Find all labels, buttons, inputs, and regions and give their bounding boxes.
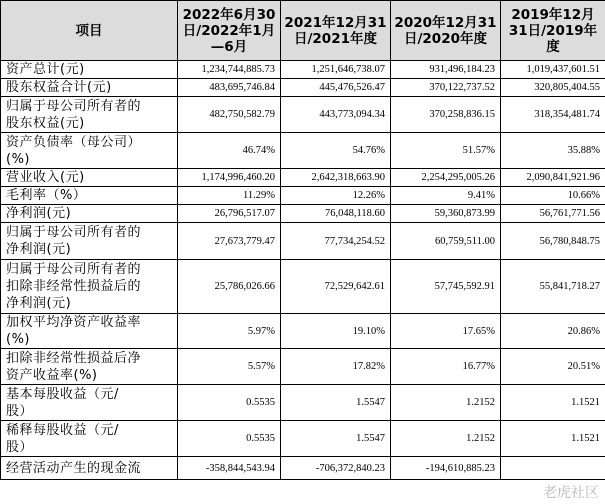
cell-value: 16.77% xyxy=(391,349,501,385)
cell-value: 483,695,746.84 xyxy=(178,79,281,97)
cell-value: 1,174,996,460.20 xyxy=(178,169,281,187)
header-period-1: 2022年6月30日/2022年1月—6月 xyxy=(178,1,281,61)
table-row xyxy=(1,421,605,457)
row-label-line: 净利润(元) xyxy=(6,242,72,257)
row-label xyxy=(1,79,178,97)
row-label xyxy=(1,260,178,314)
row-label xyxy=(1,385,178,421)
cell-value: 1,019,437,601.51 xyxy=(501,61,605,79)
table-row xyxy=(1,205,605,223)
cell-value: 443,773,094.34 xyxy=(281,97,391,133)
row-label-line: 净利润(元) xyxy=(6,296,72,311)
row-label-line: 经营活动产生的现金流 xyxy=(6,460,142,476)
row-label xyxy=(1,205,178,223)
table-row xyxy=(1,223,605,260)
header-item: 项目 xyxy=(1,1,178,61)
cell-value: 0.5535 xyxy=(178,385,281,421)
row-label xyxy=(1,169,178,187)
header-period-3: 2020年12月31日/2020年度 xyxy=(391,1,501,61)
table-row xyxy=(1,79,605,97)
cell-value: 370,258,836.15 xyxy=(391,97,501,133)
row-label-line: 资产总计(元) xyxy=(6,62,85,77)
cell-value: 1.5547 xyxy=(281,421,391,457)
cell-value: 19.10% xyxy=(281,314,391,349)
cell-value: -194,610,885.23 xyxy=(391,457,501,480)
cell-value: 56,761,771.56 xyxy=(501,205,605,223)
row-label-line: (%) xyxy=(6,332,30,347)
table-row xyxy=(1,349,605,385)
cell-value: 60,759,511.00 xyxy=(391,223,501,260)
row-label xyxy=(1,349,178,385)
cell-value: 35.88% xyxy=(501,133,605,169)
row-label xyxy=(1,97,178,133)
cell-value: 445,476,526.47 xyxy=(281,79,391,97)
cell-value: 27,673,779.47 xyxy=(178,223,281,260)
row-label-line: 扣除非经常性损益后净 xyxy=(6,350,142,366)
row-label-line: 股东权益合计(元) xyxy=(6,80,112,95)
table-row xyxy=(1,314,605,349)
cell-value: 76,048,118.60 xyxy=(281,205,391,223)
cell-value: 46.74% xyxy=(178,133,281,169)
cell-value: 482,750,582.79 xyxy=(178,97,281,133)
cell-value: 55,841,718.27 xyxy=(501,260,605,314)
cell-value: 17.82% xyxy=(281,349,391,385)
cell-value: 1.2152 xyxy=(391,421,501,457)
cell-value: 320,805,404.55 xyxy=(501,79,605,97)
row-label xyxy=(1,61,178,79)
table-row xyxy=(1,457,605,480)
row-label xyxy=(1,421,178,457)
cell-value: 20.51% xyxy=(501,349,605,385)
header-period-2: 2021年12月31日/2021年度 xyxy=(281,1,391,61)
cell-value: 1.1521 xyxy=(501,385,605,421)
table-header xyxy=(1,1,605,61)
cell-value: 77,734,254.52 xyxy=(281,223,391,260)
row-label-line: (%) xyxy=(6,151,30,167)
cell-value: 1,251,646,738.07 xyxy=(281,61,391,79)
row-label-line: 扣除非经常性损益后的 xyxy=(6,279,142,294)
cell-value: -358,844,543.94 xyxy=(178,457,281,480)
cell-value: 1.5547 xyxy=(281,385,391,421)
header-row xyxy=(1,1,605,61)
row-label-line: 归属于母公司所有者的 xyxy=(6,262,142,277)
cell-value: 5.57% xyxy=(178,349,281,385)
cell-value: 56,780,848.75 xyxy=(501,223,605,260)
row-label-line: 净利润(元) xyxy=(6,206,72,221)
row-label-line: 基本每股收益（元/ xyxy=(6,386,119,402)
row-label-line: 营业收入(元) xyxy=(6,170,85,185)
row-label-line: 归属于母公司所有者的 xyxy=(6,98,142,114)
row-label-line: 毛利率（%） xyxy=(6,188,87,203)
cell-value: 2,254,295,005.26 xyxy=(391,169,501,187)
row-label xyxy=(1,133,178,169)
cell-value: 1.1521 xyxy=(501,421,605,457)
cell-value: 2,090,841,921.96 xyxy=(501,169,605,187)
cell-value: 1,234,744,885.73 xyxy=(178,61,281,79)
table-body xyxy=(1,61,605,480)
cell-value: 10.66% xyxy=(501,187,605,205)
row-label-line: 归属于母公司所有者的 xyxy=(6,225,142,240)
cell-value: -706,372,840.23 xyxy=(281,457,391,480)
cell-value: 54.76% xyxy=(281,133,391,169)
cell-value: 26,796,517.07 xyxy=(178,205,281,223)
table-row xyxy=(1,133,605,169)
row-label-line: 资产负债率（母公司） xyxy=(6,134,142,150)
cell-value: 12.26% xyxy=(281,187,391,205)
cell-value xyxy=(501,457,605,480)
cell-value: 931,496,184.23 xyxy=(391,61,501,79)
cell-value: 318,354,481.74 xyxy=(501,97,605,133)
row-label-line: 资产收益率(%) xyxy=(6,367,98,383)
cell-value: 51.57% xyxy=(391,133,501,169)
cell-value: 9.41% xyxy=(391,187,501,205)
row-label-line: 加权平均净资产收益率 xyxy=(6,315,142,330)
table-row xyxy=(1,61,605,79)
cell-value: 2,642,318,663.90 xyxy=(281,169,391,187)
table-row xyxy=(1,385,605,421)
row-label-line: 股东权益(元) xyxy=(6,115,85,131)
table-row xyxy=(1,169,605,187)
cell-value: 5.97% xyxy=(178,314,281,349)
cell-value: 57,745,592.91 xyxy=(391,260,501,314)
watermark: 老虎社区 xyxy=(543,485,599,501)
cell-value: 59,360,873.99 xyxy=(391,205,501,223)
cell-value: 11.29% xyxy=(178,187,281,205)
row-label xyxy=(1,223,178,260)
cell-value: 25,786,026.66 xyxy=(178,260,281,314)
table-row xyxy=(1,97,605,133)
cell-value: 20.86% xyxy=(501,314,605,349)
header-period-4: 2019年12月31日/2019年度 xyxy=(501,1,605,61)
cell-value: 0.5535 xyxy=(178,421,281,457)
row-label-line: 股） xyxy=(6,403,34,419)
cell-value: 17.65% xyxy=(391,314,501,349)
row-label xyxy=(1,187,178,205)
row-label xyxy=(1,457,178,480)
row-label-line: 稀释每股收益（元/ xyxy=(6,422,119,438)
cell-value: 370,122,737.52 xyxy=(391,79,501,97)
cell-value: 72,529,642.61 xyxy=(281,260,391,314)
row-label xyxy=(1,314,178,349)
table-row xyxy=(1,260,605,314)
table-row xyxy=(1,187,605,205)
row-label-line: 股） xyxy=(6,439,34,455)
cell-value: 1.2152 xyxy=(391,385,501,421)
